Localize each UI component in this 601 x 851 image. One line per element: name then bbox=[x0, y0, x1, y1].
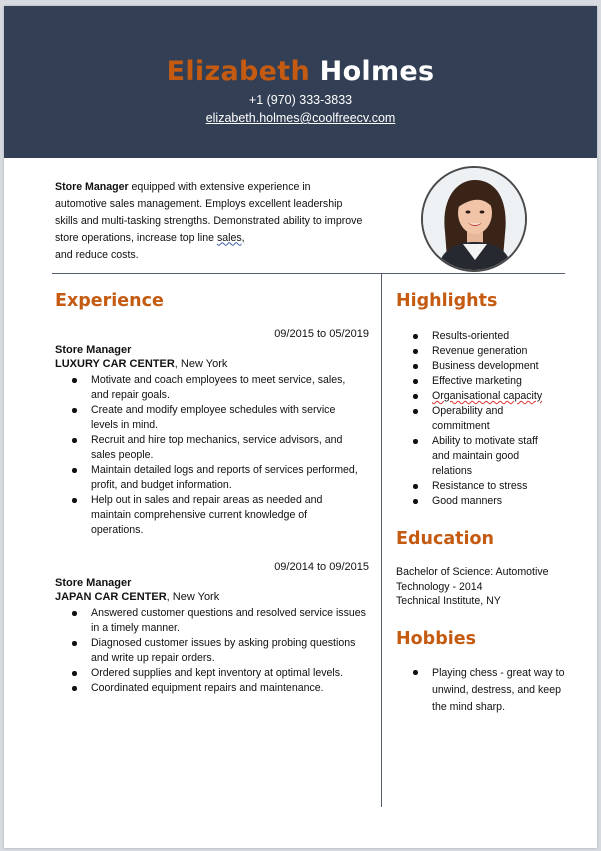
list-item: Effective marketing bbox=[396, 374, 556, 389]
highlights-heading: Highlights bbox=[396, 291, 498, 311]
experience-heading: Experience bbox=[55, 291, 164, 311]
highlights-list bbox=[396, 329, 556, 509]
list-item: Recruit and hire top mechanics, service advisors, and sales people. bbox=[55, 433, 361, 463]
summary-text: equipped with extensive experience in automotive sales management. Employs excellent leadership skills and multi-tasking strengths. Demonstrated ability to improve store operations, increase top line bbox=[55, 181, 363, 244]
job-1-company-name: LUXURY CAR CENTER bbox=[55, 358, 175, 370]
list-item: Answered customer questions and resolved service issues in a timely manner. bbox=[55, 606, 367, 636]
hobbies-list bbox=[396, 665, 566, 716]
email-link[interactable]: elizabeth.holmes@coolfreecv.com bbox=[205, 111, 396, 125]
list-item: Help out in sales and repair areas as needed and maintain comprehensive current knowledge of operations. bbox=[55, 493, 361, 538]
job-1-company bbox=[55, 358, 227, 370]
job-1-position: Store Manager bbox=[55, 344, 132, 356]
summary-role: Store Manager bbox=[55, 181, 129, 193]
list-item: Results-oriented bbox=[396, 329, 556, 344]
list-item: Playing chess - great way to unwind, destress, and keep the mind sharp. bbox=[396, 665, 566, 716]
list-item: Maintain detailed logs and reports of services performed, profit, and budget information. bbox=[55, 463, 361, 493]
header-band bbox=[4, 6, 597, 158]
list-item: Create and modify employee schedules with service levels in mind. bbox=[55, 403, 361, 433]
resume-page bbox=[4, 6, 597, 848]
list-item: Ability to motivate staff and maintain good relations bbox=[396, 434, 556, 479]
list-item: Motivate and coach employees to meet service, sales, and repair goals. bbox=[55, 373, 361, 403]
candidate-name bbox=[4, 56, 597, 87]
job-1-location: , New York bbox=[174, 358, 228, 370]
profile-photo bbox=[421, 166, 527, 272]
profile-summary bbox=[55, 179, 365, 264]
vertical-divider bbox=[381, 273, 382, 807]
summary-underlined: sales, bbox=[216, 231, 245, 244]
summary-text-end: and reduce costs. bbox=[55, 248, 139, 261]
education-details bbox=[396, 565, 566, 609]
job-2-company bbox=[55, 591, 219, 603]
hobbies-heading: Hobbies bbox=[396, 629, 477, 649]
job-2-dates: 09/2014 to 09/2015 bbox=[274, 561, 369, 573]
portrait-illustration bbox=[423, 168, 525, 270]
list-item: Revenue generation bbox=[396, 344, 556, 359]
list-item: Organisational capacity bbox=[396, 389, 556, 404]
job-1-dates: 09/2015 to 05/2019 bbox=[274, 328, 369, 340]
phone-number: +1 (970) 333-3833 bbox=[248, 93, 353, 107]
education-school: Technical Institute, NY bbox=[396, 595, 501, 608]
first-name: Elizabeth bbox=[166, 56, 310, 87]
education-degree: Bachelor of Science: Automotive Technology - 2014 bbox=[396, 566, 549, 593]
last-name: Holmes bbox=[319, 56, 435, 87]
list-item: Business development bbox=[396, 359, 556, 374]
job-2-location: , New York bbox=[166, 591, 220, 603]
horizontal-divider bbox=[52, 273, 565, 274]
education-heading: Education bbox=[396, 529, 494, 549]
job-2-bullets bbox=[55, 606, 367, 696]
list-item: Ordered supplies and kept inventory at optimal levels. bbox=[55, 666, 367, 681]
list-item: Operability and commitment bbox=[396, 404, 556, 434]
job-2-position: Store Manager bbox=[55, 577, 132, 589]
list-item: Good manners bbox=[396, 494, 556, 509]
list-item: Coordinated equipment repairs and maintenance. bbox=[55, 681, 367, 696]
job-1-bullets bbox=[55, 373, 361, 538]
list-item: Diagnosed customer issues by asking probing questions and write up repair orders. bbox=[55, 636, 367, 666]
list-item: Resistance to stress bbox=[396, 479, 556, 494]
job-2-company-name: JAPAN CAR CENTER bbox=[55, 591, 167, 603]
